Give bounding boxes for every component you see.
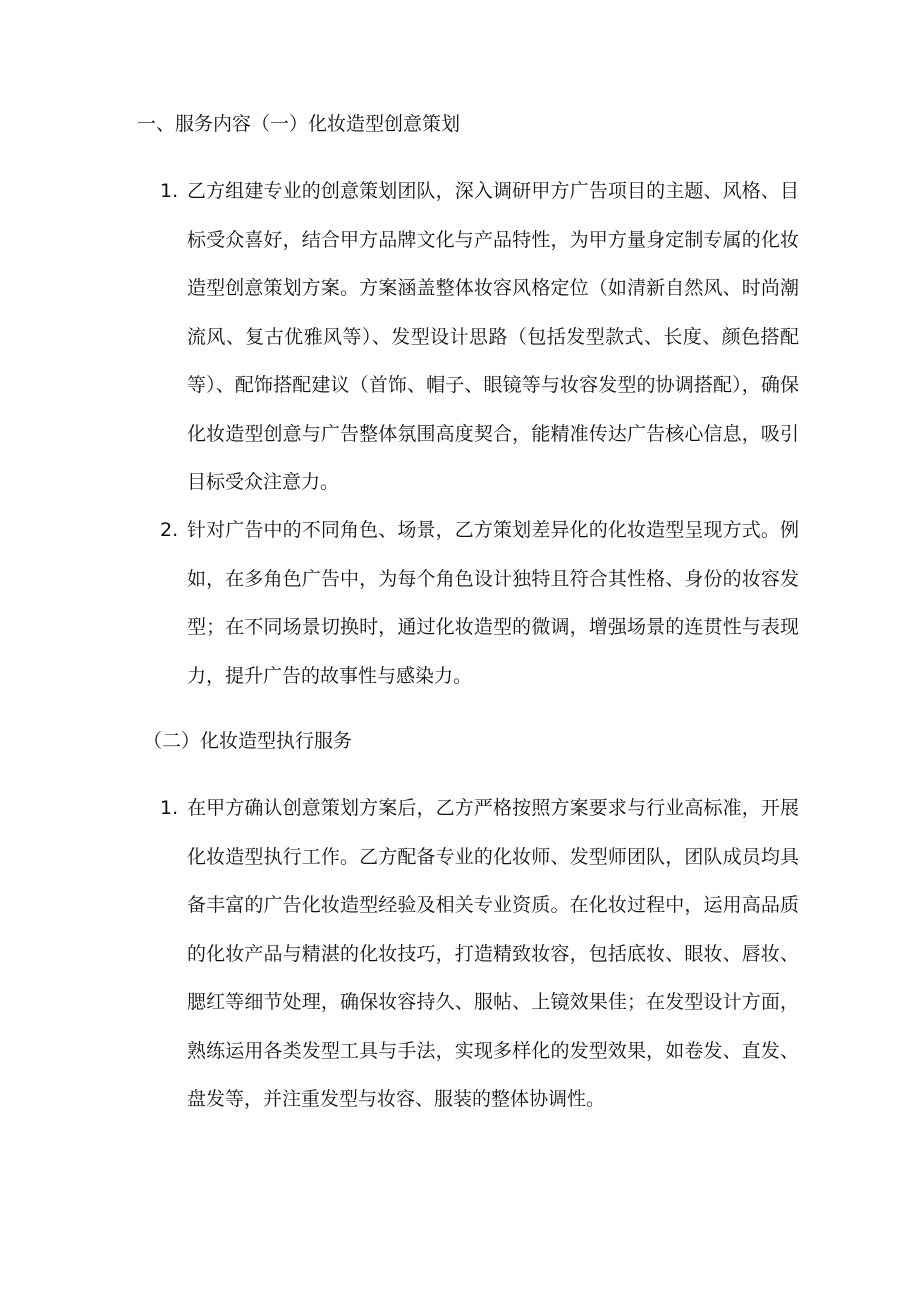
item-paragraph: 乙方组建专业的创意策划团队，深入调研甲方广告项目的主题、风格、目标受众喜好，结合甲方品牌文化与产品特性，为甲方量身定制专属的化妆造型创意策划方案。方案涵盖整体妆容风格定位（如清新自然风、时尚潮流风、复古优雅风等）、发型设计思路（包括发型款式、长度、颜色搭配等）、配饰搭配建议（首饰、帽子、眼镜等与妆容发型的协调搭配），确保化妆造型创意与广告整体氛围高度契合，能精准传达广告核心信息，吸引目标受众注意力。 (187, 180, 799, 493)
item-number: 1. (160, 797, 179, 819)
section-1-heading: 一、服务内容（一）化妆造型创意策划 (137, 113, 461, 135)
section-1-item-2 (160, 506, 800, 700)
item-number: 1. (160, 180, 179, 202)
section-1-item-1 (160, 167, 800, 507)
item-paragraph: 针对广告中的不同角色、场景，乙方策划差异化的化妆造型呈现方式。例如，在多角色广告中，为每个角色设计独特且符合其性格、身份的妆容发型；在不同场景切换时，通过化妆造型的微调，增强场景的连贯性与表现力，提升广告的故事性与感染力。 (187, 519, 799, 687)
item-paragraph: 在甲方确认创意策划方案后，乙方严格按照方案要求与行业高标准，开展化妆造型执行工作。乙方配备专业的化妆师、发型师团队，团队成员均具备丰富的广告化妆造型经验及相关专业资质。在化妆过程中，运用高品质的化妆产品与精湛的化妆技巧，打造精致妆容，包括底妆、眼妆、唇妆、腮红等细节处理，确保妆容持久、服帖、上镜效果佳；在发型设计方面，熟练运用各类发型工具与手法，实现多样化的发型效果，如卷发、直发、盘发等，并注重发型与妆容、服装的整体协调性。 (187, 797, 799, 1110)
section-2-heading: （二）化妆造型执行服务 (143, 730, 353, 752)
item-number: 2. (160, 519, 179, 541)
section-2-item-1 (160, 784, 800, 1124)
